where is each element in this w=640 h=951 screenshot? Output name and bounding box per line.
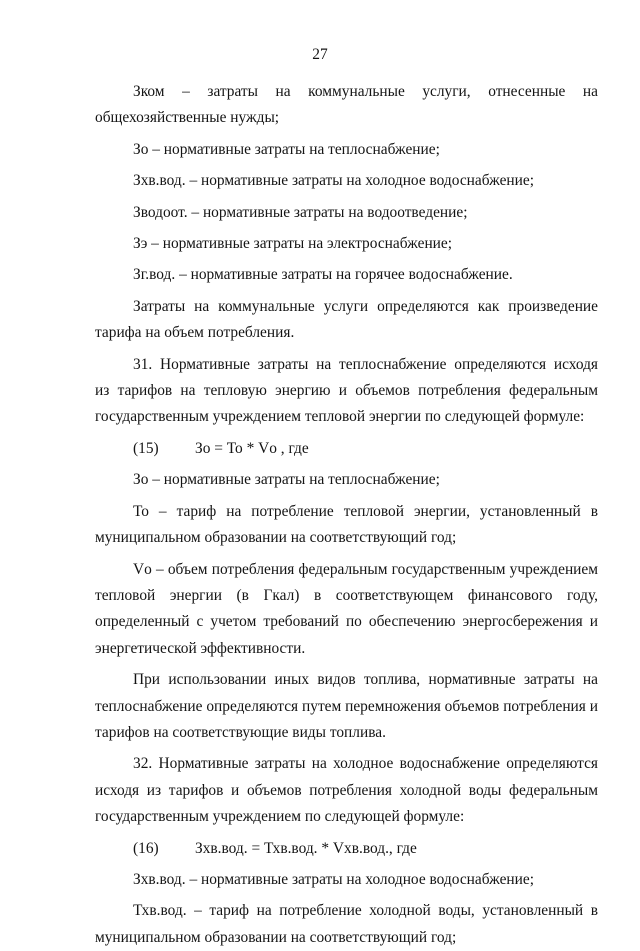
definition-zo-2: Зо – нормативные затраты на теплоснабжение; <box>133 471 440 489</box>
clause-31-line2: из тарифов на тепловую энергию и объемов потребления федеральным <box>95 382 598 400</box>
formula-16-number: (16) <box>133 839 159 857</box>
paragraph-fuel-line1: При использовании иных видов топлива, нормативные затраты на <box>133 671 598 689</box>
document-body <box>95 79 598 951</box>
definition-thvvod-line2: муниципальном образовании на соответствующий год; <box>95 928 457 946</box>
definition-vo-line2: тепловой энергии (в Гкал) в соответствующем финансового году, <box>95 586 598 604</box>
definition-vo-line1: Vо – объем потребления федеральным государственным учреждением <box>133 560 598 578</box>
definition-ze: Зэ – нормативные затраты на электроснабжение; <box>133 235 453 253</box>
formula-15-number: (15) <box>133 439 159 457</box>
clause-32-line2: исходя из тарифов и объемов потребления холодной воды федеральным <box>95 781 598 799</box>
paragraph-product-line2: тарифа на объем потребления. <box>95 324 295 342</box>
clause-31-line3: государственным учреждением тепловой энергии по следующей формуле: <box>95 408 585 426</box>
definition-to-line1: То – тариф на потребление тепловой энергии, установленный в <box>133 502 598 520</box>
formula-15 <box>95 436 598 462</box>
clause-31-line1: 31. Нормативные затраты на теплоснабжение определяются исходя <box>133 355 598 373</box>
clause-32-line3: государственным учреждением по следующей формуле: <box>95 808 465 826</box>
formula-16-expression: Зхв.вод. = Тхв.вод. * Vхв.вод., где <box>195 839 417 857</box>
definition-zhvvod: Зхв.вод. – нормативные затраты на холодное водоснабжение; <box>133 172 535 190</box>
formula-16 <box>95 836 598 862</box>
definition-vo-line4: энергетической эффективности. <box>95 639 306 657</box>
definition-to-line2: муниципальном образовании на соответствующий год; <box>95 529 457 547</box>
definition-thvvod-line1: Тхв.вод. – тариф на потребление холодной воды, установленный в <box>133 902 598 920</box>
definition-zkom-line1: Зком – затраты на коммунальные услуги, отнесенные на <box>133 83 598 100</box>
definition-zhvvod-2: Зхв.вод. – нормативные затраты на холодное водоснабжение; <box>133 870 535 888</box>
paragraph-fuel-line3: тарифов на соответствующие виды топлива. <box>95 723 386 741</box>
definition-zvodoot: Зводоот. – нормативные затраты на водоотведение; <box>133 203 468 221</box>
formula-15-expression: Зо = То * Vо , где <box>195 439 309 457</box>
paragraph-fuel-line2: теплоснабжение определяются путем перемножения объемов потребления и <box>95 697 598 715</box>
definition-zkom-line2: общехозяйственные нужды; <box>95 109 280 127</box>
definition-vo-line3: определенный с учетом требований по обеспечению энергосбережения и <box>95 613 598 631</box>
page-number: 27 <box>312 46 328 63</box>
definition-zo: Зо – нормативные затраты на теплоснабжение; <box>133 140 440 158</box>
paragraph-product-line1: Затраты на коммунальные услуги определяются как произведение <box>133 297 598 315</box>
definition-zgvod: Зг.вод. – нормативные затраты на горячее водоснабжение. <box>133 266 513 284</box>
clause-32-line1: 32. Нормативные затраты на холодное водоснабжение определяются <box>133 755 598 773</box>
